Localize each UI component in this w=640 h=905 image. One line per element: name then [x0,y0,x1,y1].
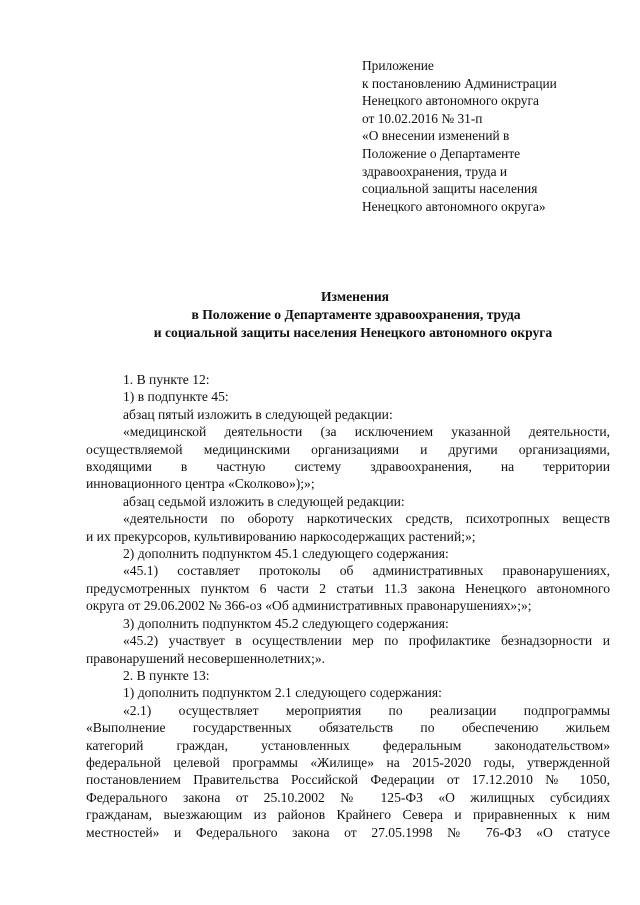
paragraph-line: Федерального закона от 25.10.2002 № 125-ФЗ «О жилищных субсидиях [86,789,610,805]
paragraph-line: категорий граждан, установленных федеральным законодательством» [86,737,610,753]
paragraph-line: «Выполнение государственных обязательств по обеспечению жильем [86,720,610,736]
paragraph-line: «деятельности по обороту наркотических средств, психотропных веществ [123,511,610,527]
paragraph-line: местностей» и Федерального закона от 27.05.1998 № 76-ФЗ «О статусе [86,824,610,840]
paragraph-line: постановлением Правительства Российской Федерации от 17.12.2010 № 1050, [86,772,610,788]
appendix-line: Приложение [362,58,434,73]
document-body [86,371,610,841]
appendix-line: от 10.02.2016 № 31-п [362,110,483,126]
appendix-line: здравоохранения, труда и [362,163,508,179]
appendix-line: Положение о Департаменте [362,145,521,161]
paragraph-line: предусмотренных пунктом 6 части 2 статьи 11.3 закона Ненецкого автономного [86,580,610,596]
appendix-header [362,57,632,215]
paragraph [86,562,610,614]
paragraph [86,702,610,841]
paragraph-line: 1) дополнить подпунктом 2.1 следующего содержания: [123,685,442,701]
paragraph [86,632,610,667]
paragraph-line: «45.2) участвует в осуществлении мер по профилактике безнадзорности и [123,633,610,649]
paragraph-line: 1. В пункте 12: [123,372,210,387]
paragraph-line: «медицинской деятельности (за исключением указанной деятельности, [123,424,610,440]
title-line: и социальной защиты населения Ненецкого автономного округа [153,325,553,340]
paragraph-line: осуществляемой медицинскими организациями и другими организациями, [86,441,610,457]
paragraph-line: гражданам, выезжающим из районов Крайнего Севера и приравненных к ним [86,807,610,823]
paragraph [86,388,610,405]
title-line: в Положение о Департаменте здравоохранения, труда [191,307,521,322]
appendix-line: «О внесении изменений в [362,128,510,144]
paragraph-line: «2.1) осуществляет мероприятия по реализации подпрограммы [123,702,610,718]
appendix-line: Ненецкого автономного округа [362,93,539,109]
paragraph-line: 3) дополнить подпунктом 45.2 следующего содержания: [123,615,449,631]
paragraph-line: правонарушений несовершеннолетних;». [86,650,326,666]
paragraph-line: 2. В пункте 13: [123,667,210,683]
document-title [0,288,640,342]
paragraph [86,371,610,388]
appendix-line: Ненецкого автономного округа» [362,198,546,214]
appendix-line: социальной защиты населения [362,181,538,197]
paragraph-line: 1) в подпункте 45: [123,389,229,405]
paragraph-line: 2) дополнить подпунктом 45.1 следующего содержания: [123,546,449,562]
paragraph-line: инновационного центра «Сколково»);»; [86,476,315,492]
paragraph [86,406,610,423]
paragraph-line: и их прекурсоров, культивированию наркосодержащих растений;»; [86,528,476,544]
paragraph-line: абзац пятый изложить в следующей редакции: [123,406,393,422]
paragraph-line: абзац седьмой изложить в следующей редакции: [123,493,405,509]
paragraph [86,423,610,493]
appendix-line: к постановлению Администрации [362,75,557,91]
title-line: Изменения [320,289,390,304]
paragraph [86,684,610,701]
paragraph [86,545,610,562]
paragraph-line: входящими в частную систему здравоохранения, на территории [86,459,610,475]
paragraph [86,493,610,510]
paragraph [86,667,610,684]
paragraph-line: федеральной целевой программы «Жилище» на 2015-2020 годы, утвержденной [86,754,610,770]
paragraph-line: «45.1) составляет протоколы об административных правонарушениях, [123,563,610,579]
paragraph [86,510,610,545]
paragraph [86,615,610,632]
paragraph-line: округа от 29.06.2002 № 366-оз «Об административных правонарушениях»;»; [86,598,532,614]
